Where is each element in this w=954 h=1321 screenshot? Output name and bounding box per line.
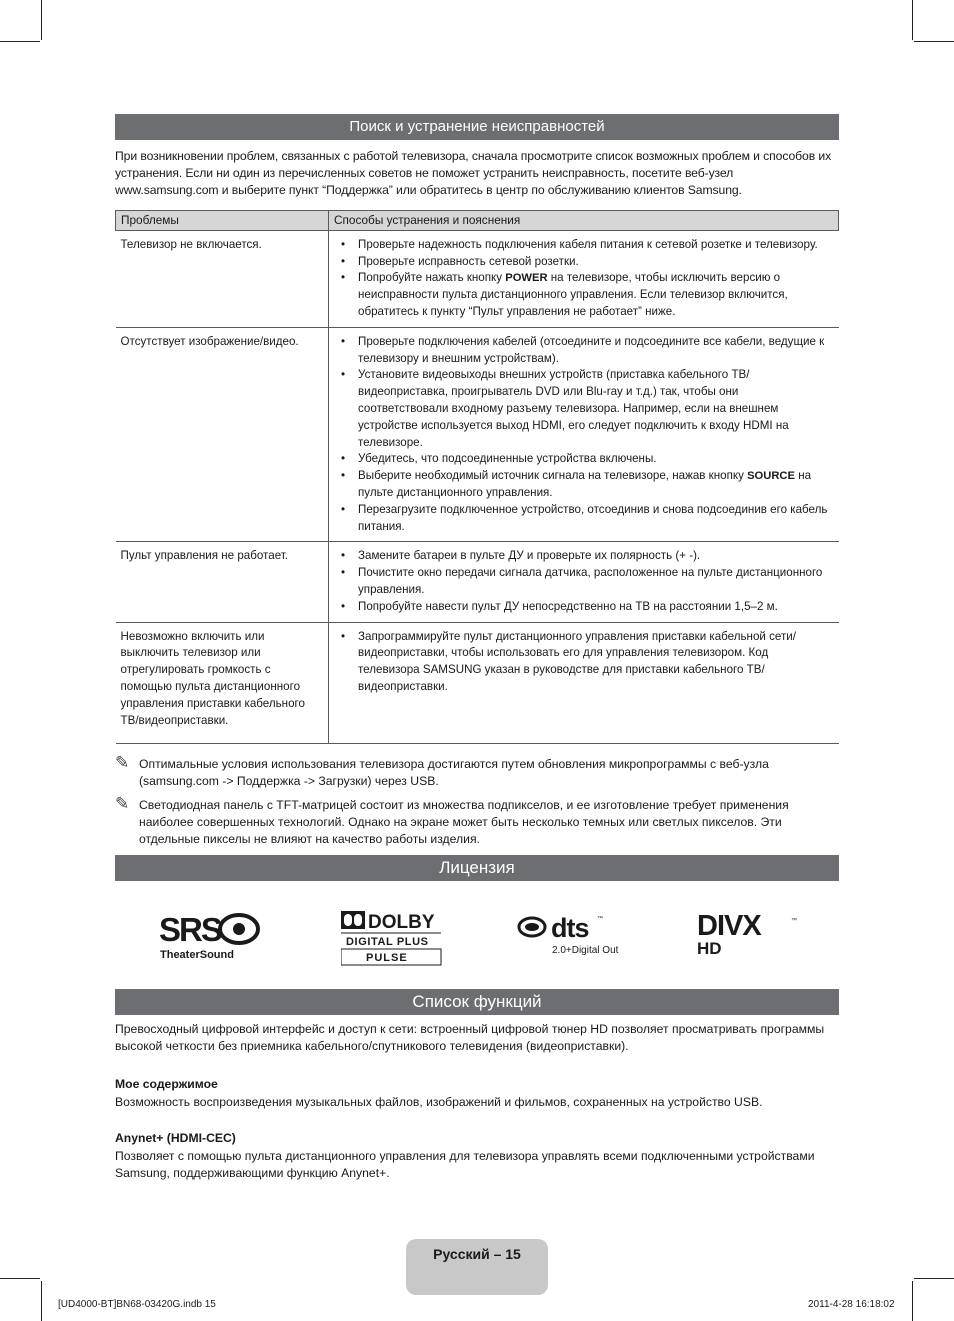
table-row	[116, 327, 839, 542]
solution-cell	[329, 622, 839, 744]
crop-mark	[0, 1278, 40, 1279]
solution-item: • Проверьте надежность подключения кабеля питания к сетевой розетке и телевизору.	[341, 237, 831, 254]
solution-item: • Проверьте подключения кабелей (отсоедините и подсоедините все кабели, ведущие к телевизору и внешним устройствам).	[341, 334, 831, 368]
dts-trademark: ™	[597, 916, 603, 923]
problem-cell: Невозможно включить или выключить телевизор или отрегулировать громкость с помощью пульта дистанционного управления приставки кабельного ТВ/видеоприставки.	[116, 622, 329, 744]
note-item	[115, 794, 839, 848]
crop-mark	[914, 1278, 954, 1279]
srs-logo-mark: SRS	[159, 911, 221, 949]
solution-cell	[329, 327, 839, 542]
problem-cell: Отсутствует изображение/видео.	[116, 327, 329, 542]
page-number-badge: Русский – 15	[406, 1239, 548, 1295]
feature-title: Мое содержимое	[115, 1077, 218, 1092]
crop-mark	[0, 41, 40, 42]
dolby-logo-mark: DOLBY	[368, 912, 435, 934]
table-header-row	[116, 211, 839, 231]
troubleshooting-intro: При возникновении проблем, связанных с работой телевизора, сначала просмотрите список возможных проблем и способов их устранения. Если ни один из перечисленных советов не поможет устранить неисправность, посетите веб-узел www.samsung.com и выберите пункт “Поддержка” или обратитесь в центр по обслуживанию клиентов Samsung.	[115, 149, 832, 197]
solution-item: • Запрограммируйте пульт дистанционного управления приставки кабельной сети/видеоприставки, чтобы использовать его для управления телевизором. Код телевизора SAMSUNG указан в руководстве для приставки кабельного ТВ/видеоприставки.	[341, 629, 831, 696]
pencil-note-icon: ✎	[115, 794, 130, 814]
notes	[115, 753, 839, 848]
license-heading: Лицензия	[115, 855, 839, 881]
srs-logo-subtitle: TheaterSound	[160, 949, 234, 962]
problem-cell: Пульт управления не работает.	[116, 542, 329, 622]
dolby-logo-line2: PULSE	[366, 952, 408, 965]
crop-mark	[912, 1281, 913, 1321]
problem-cell: Телевизор не включается.	[116, 230, 329, 327]
table-row	[116, 622, 839, 744]
dolby-logo-line1: DIGITAL PLUS	[346, 936, 429, 949]
dts-logo-mark: dts	[551, 913, 589, 944]
table-row	[116, 542, 839, 622]
features-heading: Список функций	[115, 989, 839, 1015]
dolby-digital-plus-pulse-logo	[341, 909, 443, 967]
troubleshooting-table	[115, 210, 839, 744]
solution-item: • Убедитесь, что подсоединенные устройства включены.	[341, 451, 831, 468]
feature-title: Anynet+ (HDMI-CEC)	[115, 1131, 236, 1146]
table-row	[116, 230, 839, 327]
divx-logo-subtitle: HD	[697, 939, 722, 959]
dts-digital-out-logo	[517, 911, 621, 961]
note-text: Оптимальные условия использования телевизора достигаются путем обновления микропрограммы с веб-узла (samsung.com -> Поддержка -> Загрузки) через USB.	[139, 757, 769, 789]
troubleshooting-heading: Поиск и устранение неисправностей	[115, 114, 839, 140]
feature-text: Возможность воспроизведения музыкальных файлов, изображений и фильмов, сохраненных на устройство USB.	[115, 1095, 763, 1110]
column-header-problems: Проблемы	[116, 211, 329, 231]
solution-cell	[329, 230, 839, 327]
print-file-info: [UD4000-BT]BN68-03420G.indb 15	[58, 1299, 216, 1310]
divx-trademark: ™	[791, 918, 797, 925]
column-header-solutions: Способы устранения и пояснения	[329, 211, 839, 231]
page-content	[115, 114, 839, 1182]
solution-item: • Замените батареи в пульте ДУ и проверьте их полярность (+ -).	[341, 548, 831, 565]
license-logos	[115, 887, 839, 977]
note-text: Светодиодная панель с TFT-матрицей состоит из множества подпикселов, и ее изготовление требует применения наиболее совершенных технологий. Однако на экране может быть несколько темных или светлых пикселов. Эти отдельные пикселы не влияют на качество работы изделия.	[139, 798, 789, 847]
note-item	[115, 753, 839, 790]
divx-logo-mark: DIVX	[697, 910, 761, 943]
solution-item: • Перезагрузите подключенное устройство, отсоединив и снова подсоединив его кабель питания.	[341, 502, 831, 536]
feature-text: Позволяет с помощью пульта дистанционного управления для телевизора управлять всеми подключенными устройствами Samsung, поддерживающими функцию Anynet+.	[115, 1149, 815, 1181]
divx-hd-logo	[697, 909, 801, 961]
pencil-note-icon: ✎	[115, 753, 130, 773]
solution-cell	[329, 542, 839, 622]
button-name: POWER	[505, 272, 548, 285]
crop-mark	[914, 41, 954, 42]
solution-item: • Попробуйте нажать кнопку POWER на телевизоре, чтобы исключить версию о неисправности пульта дистанционного управления. Если телевизор включится, обратитесь к пункту “Пульт управления не работает” ниже.	[341, 270, 831, 320]
solution-item: • Выберите необходимый источник сигнала на телевизоре, нажав кнопку SOURCE на пульте дистанционного управления.	[341, 468, 831, 502]
features-intro: Превосходный цифровой интерфейс и доступ к сети: встроенный цифровой тюнер HD позволяет просматривать программы высокой четкости без приемника кабельного/спутникового телевидения (видеоприставки).	[115, 1022, 825, 1054]
solution-item: • Проверьте исправность сетевой розетки.	[341, 254, 831, 271]
srs-theatersound-logo	[159, 911, 263, 961]
print-timestamp: 2011-4-28 16:18:02	[808, 1299, 895, 1310]
solution-item: • Попробуйте навести пульт ДУ непосредственно на ТВ на расстоянии 1,5–2 м.	[341, 599, 831, 616]
crop-mark	[41, 1281, 42, 1321]
crop-mark	[912, 0, 913, 40]
button-name: SOURCE	[747, 470, 795, 483]
crop-mark	[41, 0, 42, 40]
solution-item: • Установите видеовыходы внешних устройств (приставка кабельного ТВ/видеоприставка, проигрыватель DVD или Blu-ray и т.д.) так, чтобы они соответствовали входному разъему телевизора. Например, если на внешнем устройстве используется выход HDMI, его следует подключить к входу HDMI на телевизоре.	[341, 367, 831, 451]
solution-item: • Почистите окно передачи сигнала датчика, расположенное на пульте дистанционного управления.	[341, 565, 831, 599]
dts-logo-subtitle: 2.0+Digital Out	[552, 945, 619, 957]
